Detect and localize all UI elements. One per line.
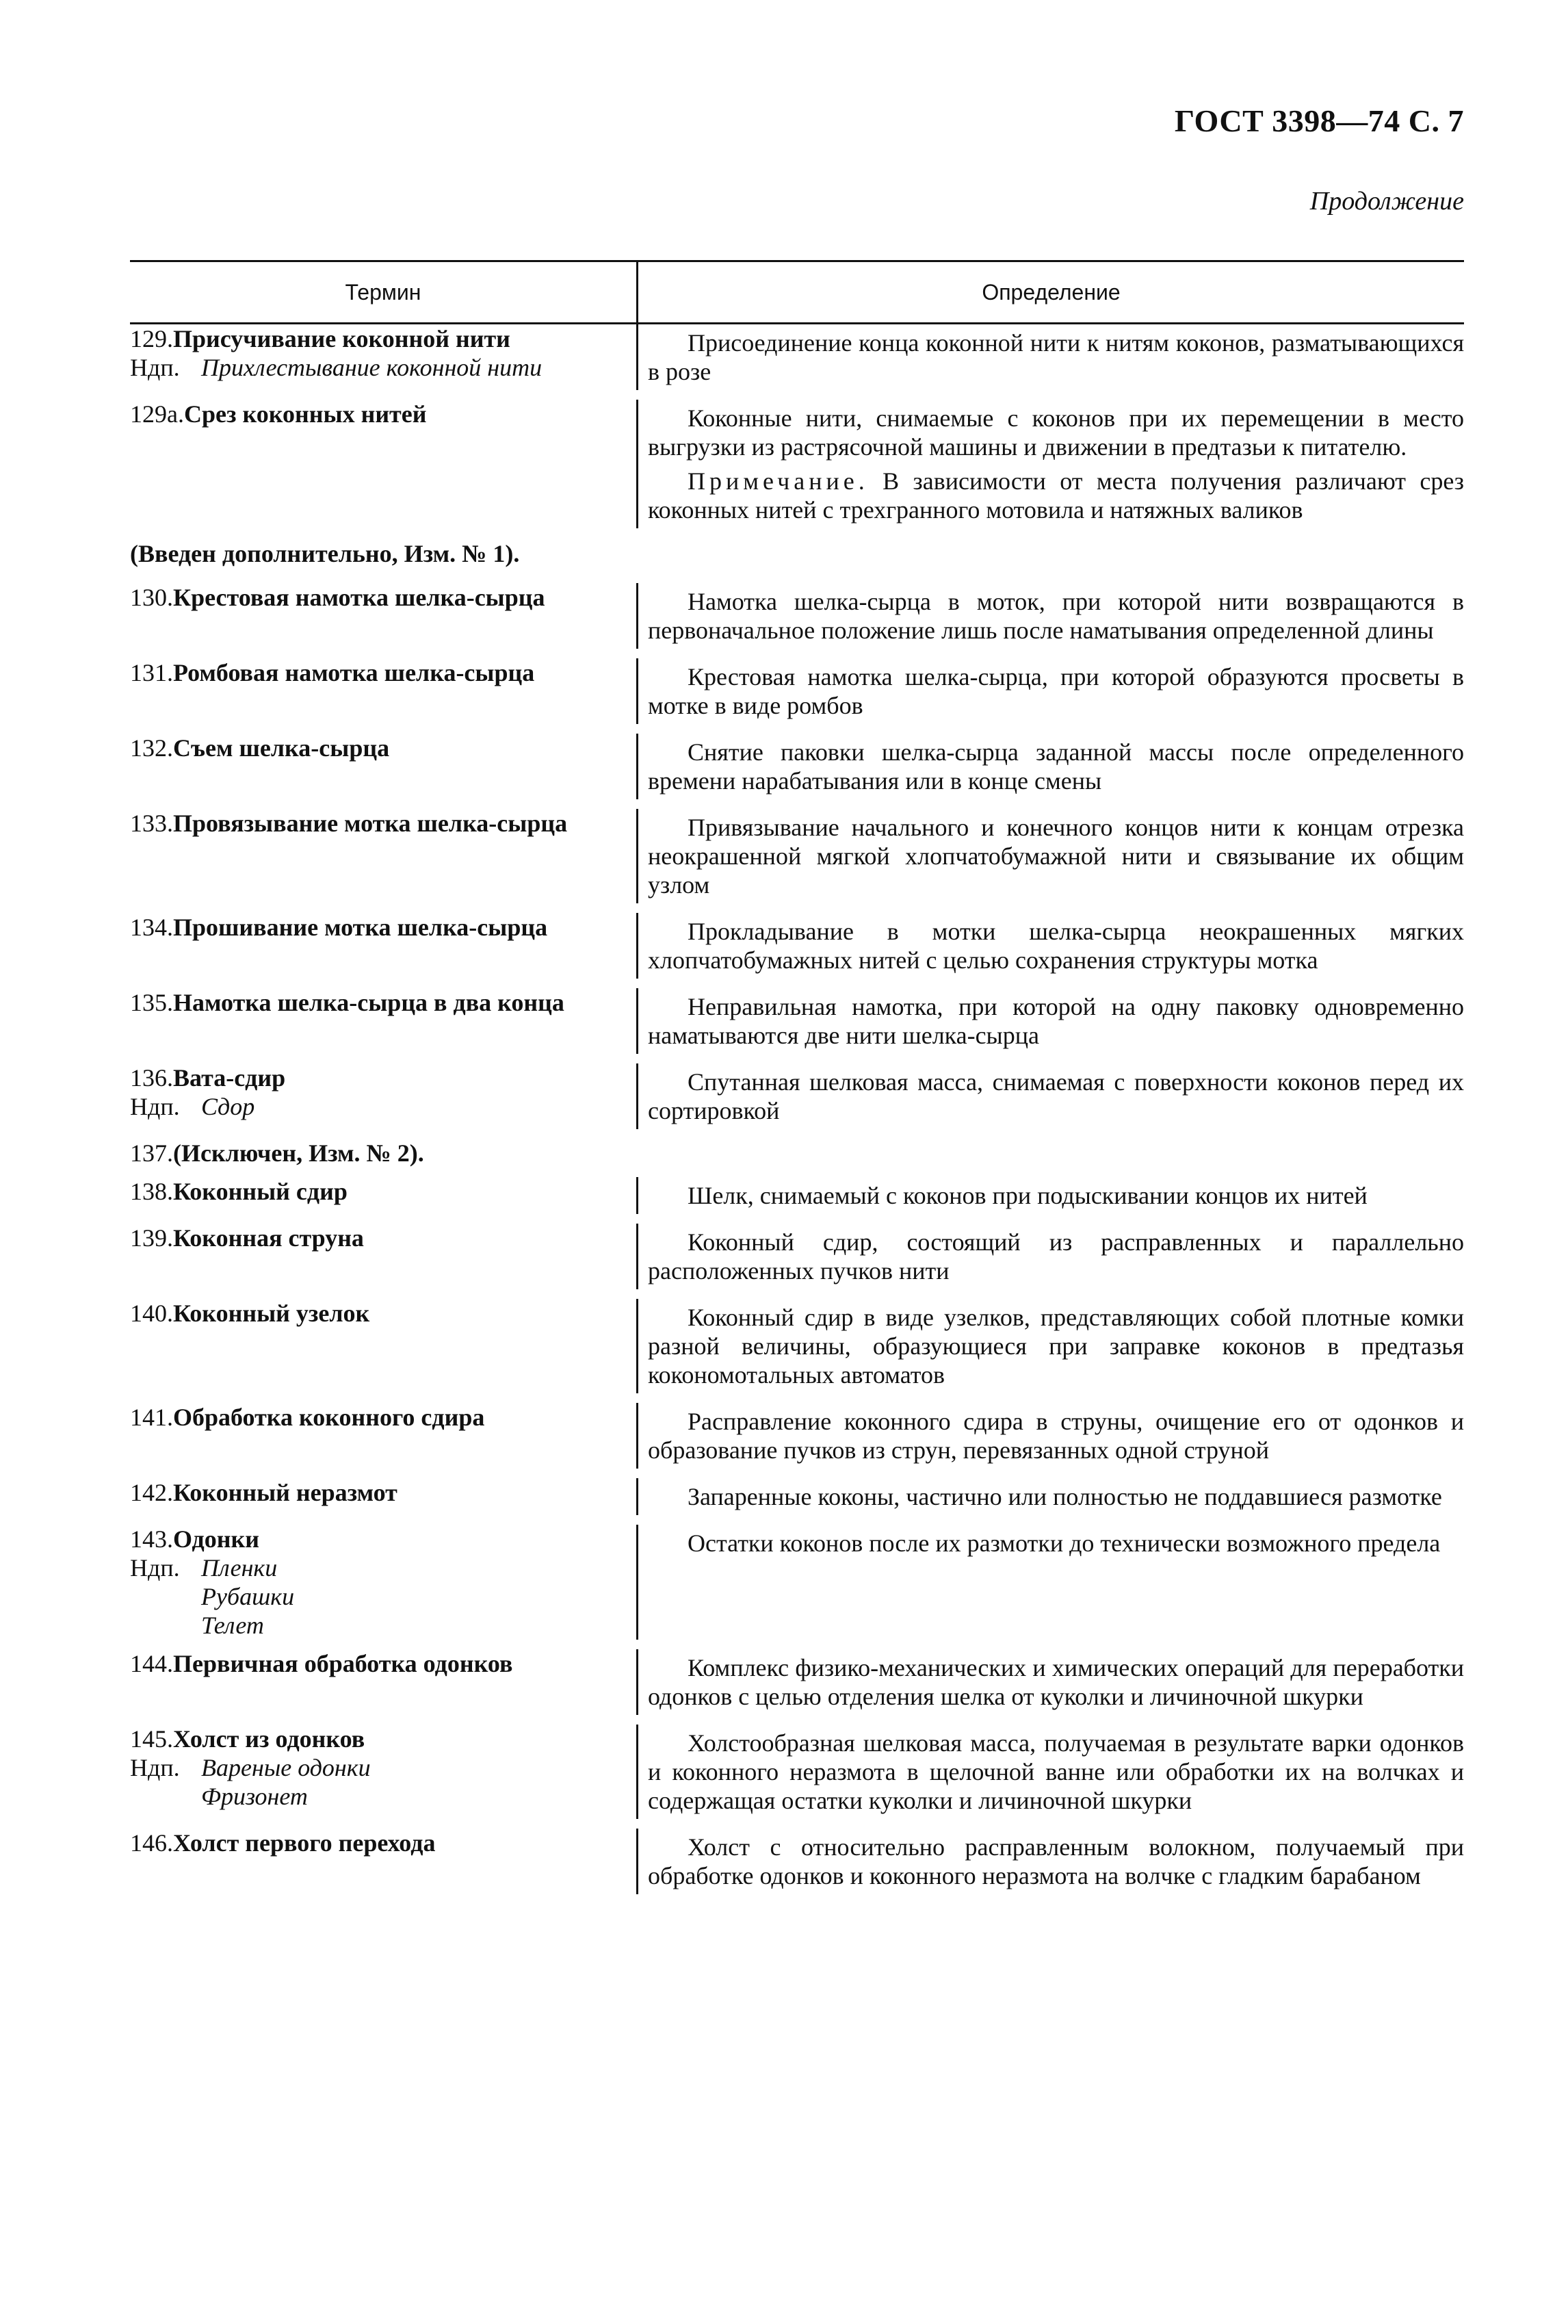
term-cell [130,1829,636,1894]
term-name: Обработка коконного сдира [173,1404,485,1431]
term-cell [130,658,636,724]
table-row [130,658,1464,724]
table-row [130,1725,1464,1819]
term-line [130,913,625,942]
term-number: 144. [130,1650,173,1677]
table-row [130,734,1464,799]
table-row [130,324,1464,390]
definition-text: Неправильная намотка, при которой на одну паковку одновременно наматываются две нити шелка-сырца [648,993,1464,1049]
note-spacer [648,461,1464,467]
term-line [130,658,625,687]
ndp-label: Ндп. [130,1093,180,1120]
term-line [130,1063,625,1092]
term-cell [130,324,636,390]
ndp-line [130,1092,625,1121]
term-number: 129а. [130,400,184,428]
note-label: Примечание. [688,467,869,495]
definition-cell [636,1829,1464,1894]
table-row [130,1403,1464,1469]
terms-table [130,260,1464,1894]
definition-text: Шелк, снимаемый с коконов при подыскивании концов их нитей [688,1182,1368,1209]
definition-cell [636,809,1464,903]
term-name: Намотка шелка-сырца в два конца [173,989,564,1016]
term-name: (Исключен, Изм. № 2). [173,1139,424,1167]
table-row [130,1525,1464,1640]
ndp-term: Сдор [201,1093,255,1120]
ndp-term: Прихлестывание коконной нити [201,354,543,381]
term-number: 143. [130,1525,173,1553]
definition-text: Присоединение конца коконной нити к нитям коконов, разматывающихся в розе [648,329,1464,385]
table-row [130,1299,1464,1393]
definition-cell [636,1139,1464,1167]
table-header [130,262,1464,324]
term-number: 138. [130,1178,173,1205]
column-header-definition: Определение [982,279,1121,305]
term-cell [130,1299,636,1393]
term-line [130,1177,625,1206]
definition-cell [636,1649,1464,1715]
term-number: 136. [130,1064,173,1092]
term-cell [130,1649,636,1715]
definition-text: Коконный сдир, состоящий из расправленных и параллельно расположенных пучков нити [648,1228,1464,1284]
term-line [130,1725,625,1753]
definition-text: Крестовая намотка шелка-сырца, при которой образуются просветы в мотке в виде ромбов [648,663,1464,719]
term-name: Холст первого перехода [173,1829,436,1857]
term-name: Коконная струна [173,1224,364,1252]
term-line [130,583,625,612]
definition-text: Прокладывание в мотки шелка-сырца неокрашенных мягких хлопчатобумажных нитей с целью сохранения структуры мотка [648,918,1464,974]
ndp-label: Ндп. [130,1754,180,1781]
term-name: Провязывание мотка шелка-сырца [173,810,568,837]
term-cell [130,913,636,979]
definition-text: Намотка шелка-сырца в моток, при которой нити возвращаются в первоначальное положение лишь после наматывания определенной длины [648,588,1464,644]
definition-cell [636,658,1464,724]
definition-cell [636,1299,1464,1393]
term-name: Присучивание коконной нити [173,325,510,352]
term-number: 140. [130,1300,173,1327]
ndp-line [130,1782,625,1811]
term-number: 134. [130,914,173,941]
term-number: 137. [130,1139,173,1167]
definition-cell [636,1224,1464,1289]
term-name: Ромбовая намотка шелка-сырца [173,659,535,686]
ndp-term: Пленки [201,1554,278,1581]
definition-cell [636,913,1464,979]
definition-cell [636,400,1464,528]
term-name: Вата-сдир [173,1064,286,1092]
table-row [130,400,1464,528]
definition-text: Привязывание начального и конечного концов нити к концам отрезка неокрашенной мягкой хлопчатобумажной нити и связывание их общим узлом [648,814,1464,899]
table-row [130,809,1464,903]
definition-cell [636,1063,1464,1129]
term-number: 131. [130,659,173,686]
term-name: Холст из одонков [173,1725,365,1753]
term-number: 129. [130,325,173,352]
term-name: Съем шелка-сырца [173,734,390,762]
term-number: 135. [130,989,173,1016]
term-cell [130,1525,636,1640]
term-name: Коконный неразмот [173,1479,397,1506]
definition-cell [636,1725,1464,1819]
term-cell [130,583,636,649]
ndp-term: Фризонет [201,1783,308,1810]
term-name: Коконный сдир [173,1178,348,1205]
definition-text: Запаренные коконы, частично или полностью не поддавшиеся размотке [688,1483,1442,1510]
term-name: Срез коконных нитей [183,400,427,428]
document-reference: ГОСТ 3398—74 С. 7 [1174,103,1464,138]
definition-text: Комплекс физико-механических и химических операций для переработки одонков с целью отделения шелка от куколки и личиночной шкурки [648,1654,1464,1710]
term-line [130,1299,625,1328]
definition-cell [636,734,1464,799]
definition-cell [636,324,1464,390]
term-cell [130,1478,636,1515]
table-row [130,1139,1464,1167]
term-cell [130,1725,636,1819]
term-line [130,324,625,353]
ndp-term: Вареные одонки [201,1754,371,1781]
term-cell [130,1177,636,1214]
definition-cell [636,583,1464,649]
table-row [130,583,1464,649]
term-cell [130,988,636,1054]
definition-cell [636,1478,1464,1515]
term-cell [130,1139,636,1167]
ndp-term: Рубашки [201,1583,295,1610]
table-row [130,1177,1464,1214]
term-line [130,1525,625,1553]
table-row [130,913,1464,979]
definition-text: Снятие паковки шелка-сырца заданной массы после определенного времени нарабатывания или в конце смены [648,738,1464,795]
term-name: Прошивание мотка шелка-сырца [173,914,548,941]
ndp-line [130,353,625,382]
term-cell [130,1224,636,1289]
amendment-note: (Введен дополнительно, Изм. № 1). [130,540,520,567]
note-paragraph [648,467,1464,524]
definition-text: Остатки коконов после их размотки до технически возможного предела [688,1529,1441,1557]
term-line [130,734,625,762]
note-text: В зависимости от места получения различают срез коконных нитей с трехгранного мотовила и натяжных валиков [648,467,1464,524]
term-number: 132. [130,734,173,762]
continuation-label: Продолжение [1309,187,1464,216]
table-row [130,1224,1464,1289]
term-cell [130,734,636,799]
definition-text: Холстообразная шелковая масса, получаемая в результате варки одонков и коконного неразмота в щелочной ванне или обработки их на волчках и содержащая остатки куколки и личиночной шкурки [648,1729,1464,1814]
term-name: Первичная обработка одонков [173,1650,513,1677]
term-line [130,988,625,1017]
term-number: 146. [130,1829,173,1857]
term-cell [130,1063,636,1129]
term-line [130,1649,625,1678]
ndp-label: Ндп. [130,354,180,381]
table-body [130,324,1464,1894]
ndp-line [130,1753,625,1782]
table-row [130,988,1464,1054]
term-name: Коконный узелок [173,1300,370,1327]
definition-text: Коконный сдир в виде узелков, представляющих собой плотные комки разной величины, образующиеся при заправке коконов в предтазья кокономотальных автоматов [648,1304,1464,1389]
column-header-term: Термин [130,262,638,322]
term-line [130,1829,625,1857]
ndp-line [130,1582,625,1611]
ndp-line [130,1611,625,1640]
definition-cell [636,1403,1464,1469]
table-row [130,1063,1464,1129]
term-line [130,1224,625,1252]
definition-text: Спутанная шелковая масса, снимаемая с поверхности коконов перед их сортировкой [648,1068,1464,1124]
term-line [130,400,625,428]
term-name: Одонки [173,1525,259,1553]
ndp-label: Ндп. [130,1554,180,1581]
definition-cell [636,1177,1464,1214]
term-name: Крестовая намотка шелка-сырца [173,584,545,611]
table-row [130,1829,1464,1894]
ndp-line [130,1553,625,1582]
term-number: 142. [130,1479,173,1506]
table-row [130,1478,1464,1515]
term-number: 139. [130,1224,173,1252]
definition-text: Коконные нити, снимаемые с коконов при их перемещении в место выгрузки из растрясочной машины и движении в предтазьи к питателю. [648,404,1464,461]
definition-text: Расправление коконного сдира в струны, очищение его от одонков и образование пучков из струн, перевязанных одной струной [648,1408,1464,1464]
term-cell [130,400,636,528]
term-number: 130. [130,584,173,611]
term-line [130,1478,625,1507]
definition-text: Холст с относительно расправленным волокном, получаемый при обработке одонков и коконного неразмота на волчке с гладким барабаном [648,1833,1464,1889]
table-row [130,1649,1464,1715]
term-line [130,1403,625,1432]
ndp-term: Телет [201,1612,264,1639]
term-line [130,809,625,838]
definition-cell [636,1525,1464,1640]
term-number: 141. [130,1404,173,1431]
term-number: 133. [130,810,173,837]
term-line [130,1139,625,1167]
term-cell [130,809,636,903]
definition-cell [636,988,1464,1054]
term-cell [130,1403,636,1469]
term-number: 145. [130,1725,173,1753]
